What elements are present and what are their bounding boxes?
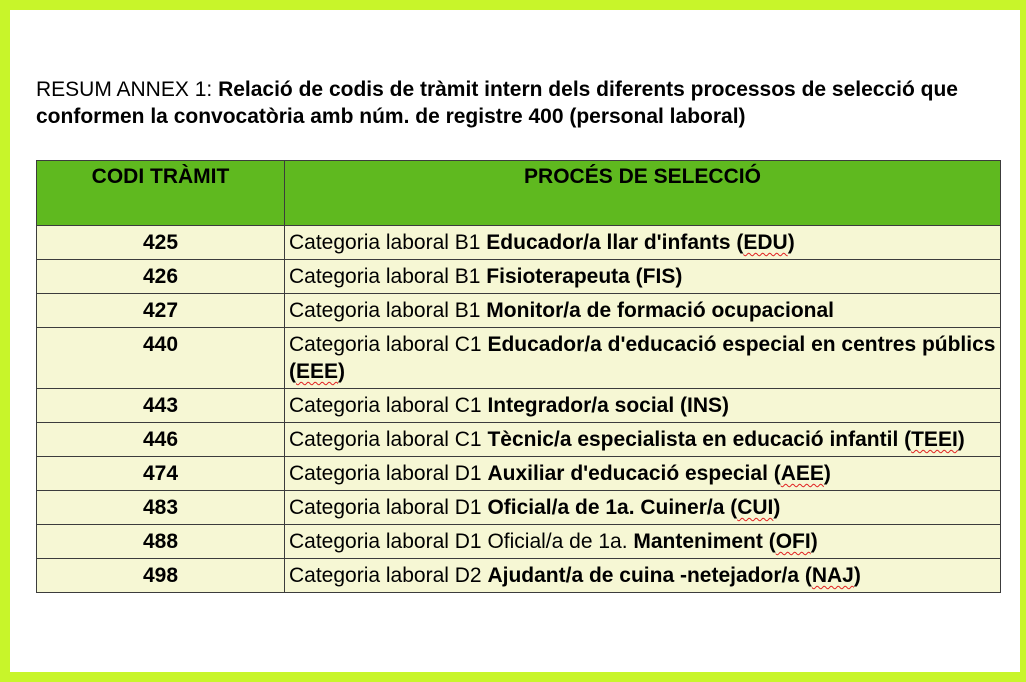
process-abbreviation: AEE: [780, 462, 824, 485]
table-row: [37, 260, 1001, 294]
cell-code: 498: [37, 559, 285, 593]
process-name: Tècnic/a especialista en educació infantil (: [487, 428, 912, 451]
process-abbreviation: NAJ: [811, 564, 854, 587]
process-abbreviation: OFI: [775, 530, 811, 553]
process-name: Fisioterapeuta (FIS): [486, 265, 683, 288]
table-row: [37, 457, 1001, 491]
document-heading: [36, 76, 1011, 130]
process-name: Auxiliar d'educació especial (: [487, 462, 781, 485]
process-category: Categoria laboral D2: [289, 564, 488, 587]
cell-code: 488: [37, 525, 285, 559]
process-name: Monitor/a de formació ocupacional: [486, 299, 835, 322]
table-row: [37, 389, 1001, 423]
process-abbreviation: CUI: [737, 496, 774, 519]
process-name: Educador/a d'educació especial en centres públics (: [289, 333, 996, 383]
table-row: [37, 423, 1001, 457]
heading-prefix: RESUM ANNEX 1:: [36, 78, 219, 101]
cell-process: [285, 328, 1001, 389]
process-category: Categoria laboral C1: [289, 394, 488, 417]
process-category: Categoria laboral C1: [289, 428, 488, 451]
cell-code: 440: [37, 328, 285, 389]
table-row: [37, 525, 1001, 559]
cell-code: 427: [37, 294, 285, 328]
cell-code: 474: [37, 457, 285, 491]
cell-code: 483: [37, 491, 285, 525]
process-suffix: ): [787, 231, 795, 254]
process-name: Manteniment (: [633, 530, 776, 553]
table-row: [37, 328, 1001, 389]
process-suffix: ): [823, 462, 831, 485]
column-header-code: CODI TRÀMIT: [37, 161, 285, 226]
table-header-row: [37, 161, 1001, 226]
heading-title: Relació de codis de tràmit intern dels diferents processos de selecció que conformen la convocatòria amb núm. de registre 400 (personal laboral): [36, 78, 958, 128]
table-row: [37, 559, 1001, 593]
codes-table: [36, 160, 1001, 593]
column-header-process: PROCÉS DE SELECCIÓ: [285, 161, 1001, 226]
process-name: Integrador/a social (INS): [487, 394, 730, 417]
table-row: [37, 294, 1001, 328]
cell-process: [285, 294, 1001, 328]
cell-process: [285, 423, 1001, 457]
process-suffix: ): [338, 360, 346, 383]
cell-code: 443: [37, 389, 285, 423]
process-category: Categoria laboral B1: [289, 299, 487, 322]
cell-process: [285, 491, 1001, 525]
cell-process: [285, 559, 1001, 593]
process-name: Oficial/a de 1a. Cuiner/a (: [487, 496, 738, 519]
cell-process: [285, 226, 1001, 260]
table-row: [37, 226, 1001, 260]
process-suffix: ): [957, 428, 965, 451]
table-row: [37, 491, 1001, 525]
cell-process: [285, 457, 1001, 491]
cell-process: [285, 389, 1001, 423]
process-abbreviation: EDU: [743, 231, 788, 254]
process-category: Categoria laboral D1: [289, 462, 488, 485]
process-suffix: ): [853, 564, 861, 587]
process-name: Educador/a llar d'infants (: [486, 231, 744, 254]
process-category: Categoria laboral D1 Oficial/a de 1a.: [289, 530, 634, 553]
process-abbreviation: TEEI: [911, 428, 958, 451]
cell-code: 425: [37, 226, 285, 260]
process-suffix: ): [773, 496, 781, 519]
process-category: Categoria laboral B1: [289, 265, 487, 288]
process-abbreviation: EEE: [296, 360, 339, 383]
cell-code: 426: [37, 260, 285, 294]
cell-process: [285, 525, 1001, 559]
process-category: Categoria laboral D1: [289, 496, 488, 519]
cell-process: [285, 260, 1001, 294]
process-category: Categoria laboral C1: [289, 333, 488, 356]
process-suffix: ): [810, 530, 818, 553]
cell-code: 446: [37, 423, 285, 457]
process-category: Categoria laboral B1: [289, 231, 487, 254]
process-name: Ajudant/a de cuina -netejador/a (: [487, 564, 812, 587]
